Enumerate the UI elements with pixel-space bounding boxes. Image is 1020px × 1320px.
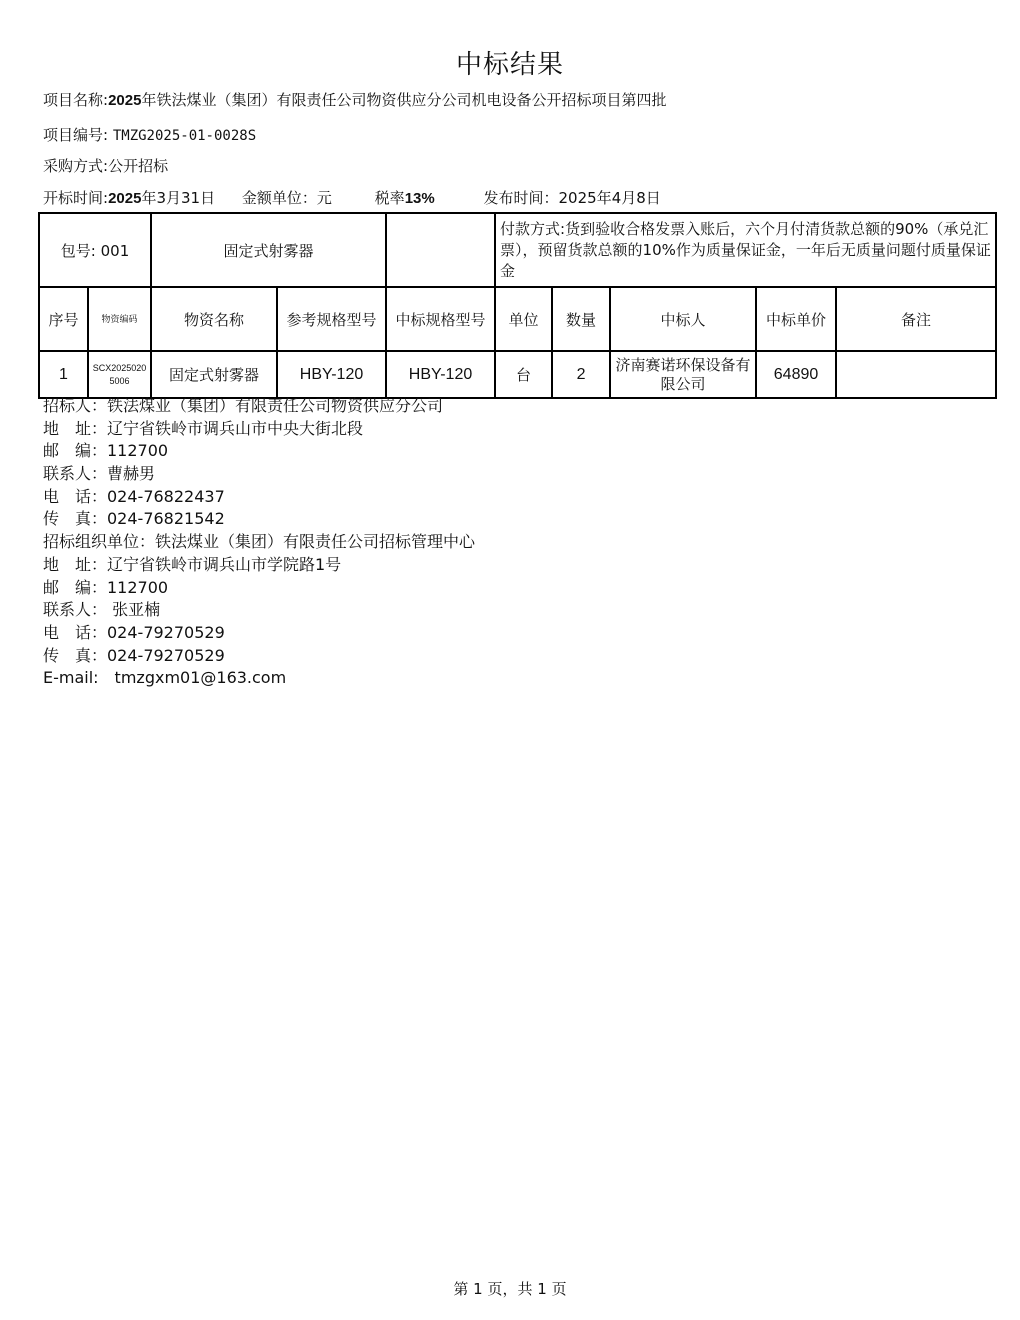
winning-spec: HBY-120 — [386, 351, 495, 398]
open-time-year: 2025 — [108, 190, 142, 207]
project-name-label: 项目名称: — [43, 91, 109, 109]
unit: 台 — [495, 351, 552, 398]
tenderer-phone: 电 话：024-76822437 — [43, 486, 225, 506]
payment-terms: 付款方式:货到验收合格发票入账后，六个月付清货款总额的90%（承兑汇票），预留货款总额的10%作为质量保证金，一年后无质量问题付质量保证金 — [495, 213, 996, 287]
amount-unit-value: 元 — [316, 189, 332, 207]
purchase-method-label: 采购方式: — [43, 157, 109, 175]
material-name: 固定式射雾器 — [151, 351, 277, 398]
tenderer-contact: 联系人：曹赫男 — [43, 464, 156, 484]
header-cell: 中标规格型号 — [386, 287, 495, 351]
agency-email: E-mail: tmzgxm01@163.com — [43, 668, 287, 688]
agency-contact: 联系人： 张亚楠 — [43, 600, 161, 620]
row-index: 1 — [39, 351, 88, 398]
project-name-year: 2025 — [108, 92, 142, 109]
page-footer: 第 1 页，共 1 页 — [453, 1280, 567, 1298]
amount-unit-label: 金额单位： — [241, 189, 317, 207]
header-cell: 中标单价 — [756, 287, 836, 351]
reference-spec: HBY-120 — [277, 351, 386, 398]
agency-address: 地 址：辽宁省铁岭市调兵山市学院路1号 — [43, 554, 342, 574]
tax-rate-label: 税率 — [374, 189, 405, 207]
open-time-label: 开标时间: — [43, 189, 109, 207]
project-no-label: 项目编号: — [43, 126, 109, 144]
agency-postcode: 邮 编：112700 — [43, 577, 169, 597]
header-cell: 参考规格型号 — [277, 287, 386, 351]
project-no-line — [43, 124, 256, 145]
unit-price: 64890 — [756, 351, 836, 398]
contact-block — [43, 395, 475, 690]
time-info-line — [43, 187, 661, 208]
purchase-method-line — [43, 155, 168, 176]
project-no-value: TMZG2025-01-0028S — [112, 128, 257, 144]
header-cell: 数量 — [552, 287, 610, 351]
tenderer: 招标人：铁法煤业（集团）有限责任公司物资供应分公司 — [43, 396, 444, 415]
header-cell: 中标人 — [610, 287, 756, 351]
material-code: SCX20250205006 — [88, 351, 151, 398]
header-cell: 备注 — [836, 287, 996, 351]
table-header-row — [39, 287, 996, 351]
open-time-value: 年3月31日 — [141, 189, 216, 207]
publish-time-value: 2025年4月8日 — [558, 189, 661, 207]
table-row — [39, 351, 996, 398]
tenderer-address: 地 址：辽宁省铁岭市调兵山市中央大街北段 — [43, 418, 364, 438]
package-no: 包号: 001 — [39, 213, 151, 287]
quantity: 2 — [552, 351, 610, 398]
remarks — [836, 351, 996, 398]
header-cell: 序号 — [39, 287, 88, 351]
project-name-value: 年铁法煤业（集团）有限责任公司物资供应分公司机电设备公开招标项目第四批 — [141, 91, 667, 109]
result-table — [38, 212, 997, 399]
header-cell: 物资编码 — [88, 287, 151, 351]
purchase-method-value: 公开招标 — [108, 157, 169, 175]
header-cell: 物资名称 — [151, 287, 277, 351]
package-name: 固定式射雾器 — [151, 213, 386, 287]
agency-phone: 电 话：024-79270529 — [43, 622, 225, 642]
tenderer-postcode: 邮 编：112700 — [43, 441, 169, 461]
winning-bidder: 济南赛诺环保设备有限公司 — [610, 351, 756, 398]
agency-fax: 传 真：024-79270529 — [43, 645, 225, 665]
package-blank — [386, 213, 495, 287]
tenderer-fax: 传 真：024-76821542 — [43, 509, 225, 529]
page-title: 中标结果 — [455, 50, 564, 80]
tax-rate-value: 13% — [404, 190, 435, 207]
project-name-line — [43, 89, 666, 110]
agency: 招标组织单位：铁法煤业（集团）有限责任公司招标管理中心 — [43, 532, 476, 552]
package-row — [39, 213, 996, 287]
publish-time-label: 发布时间： — [483, 189, 559, 207]
header-cell: 单位 — [495, 287, 552, 351]
